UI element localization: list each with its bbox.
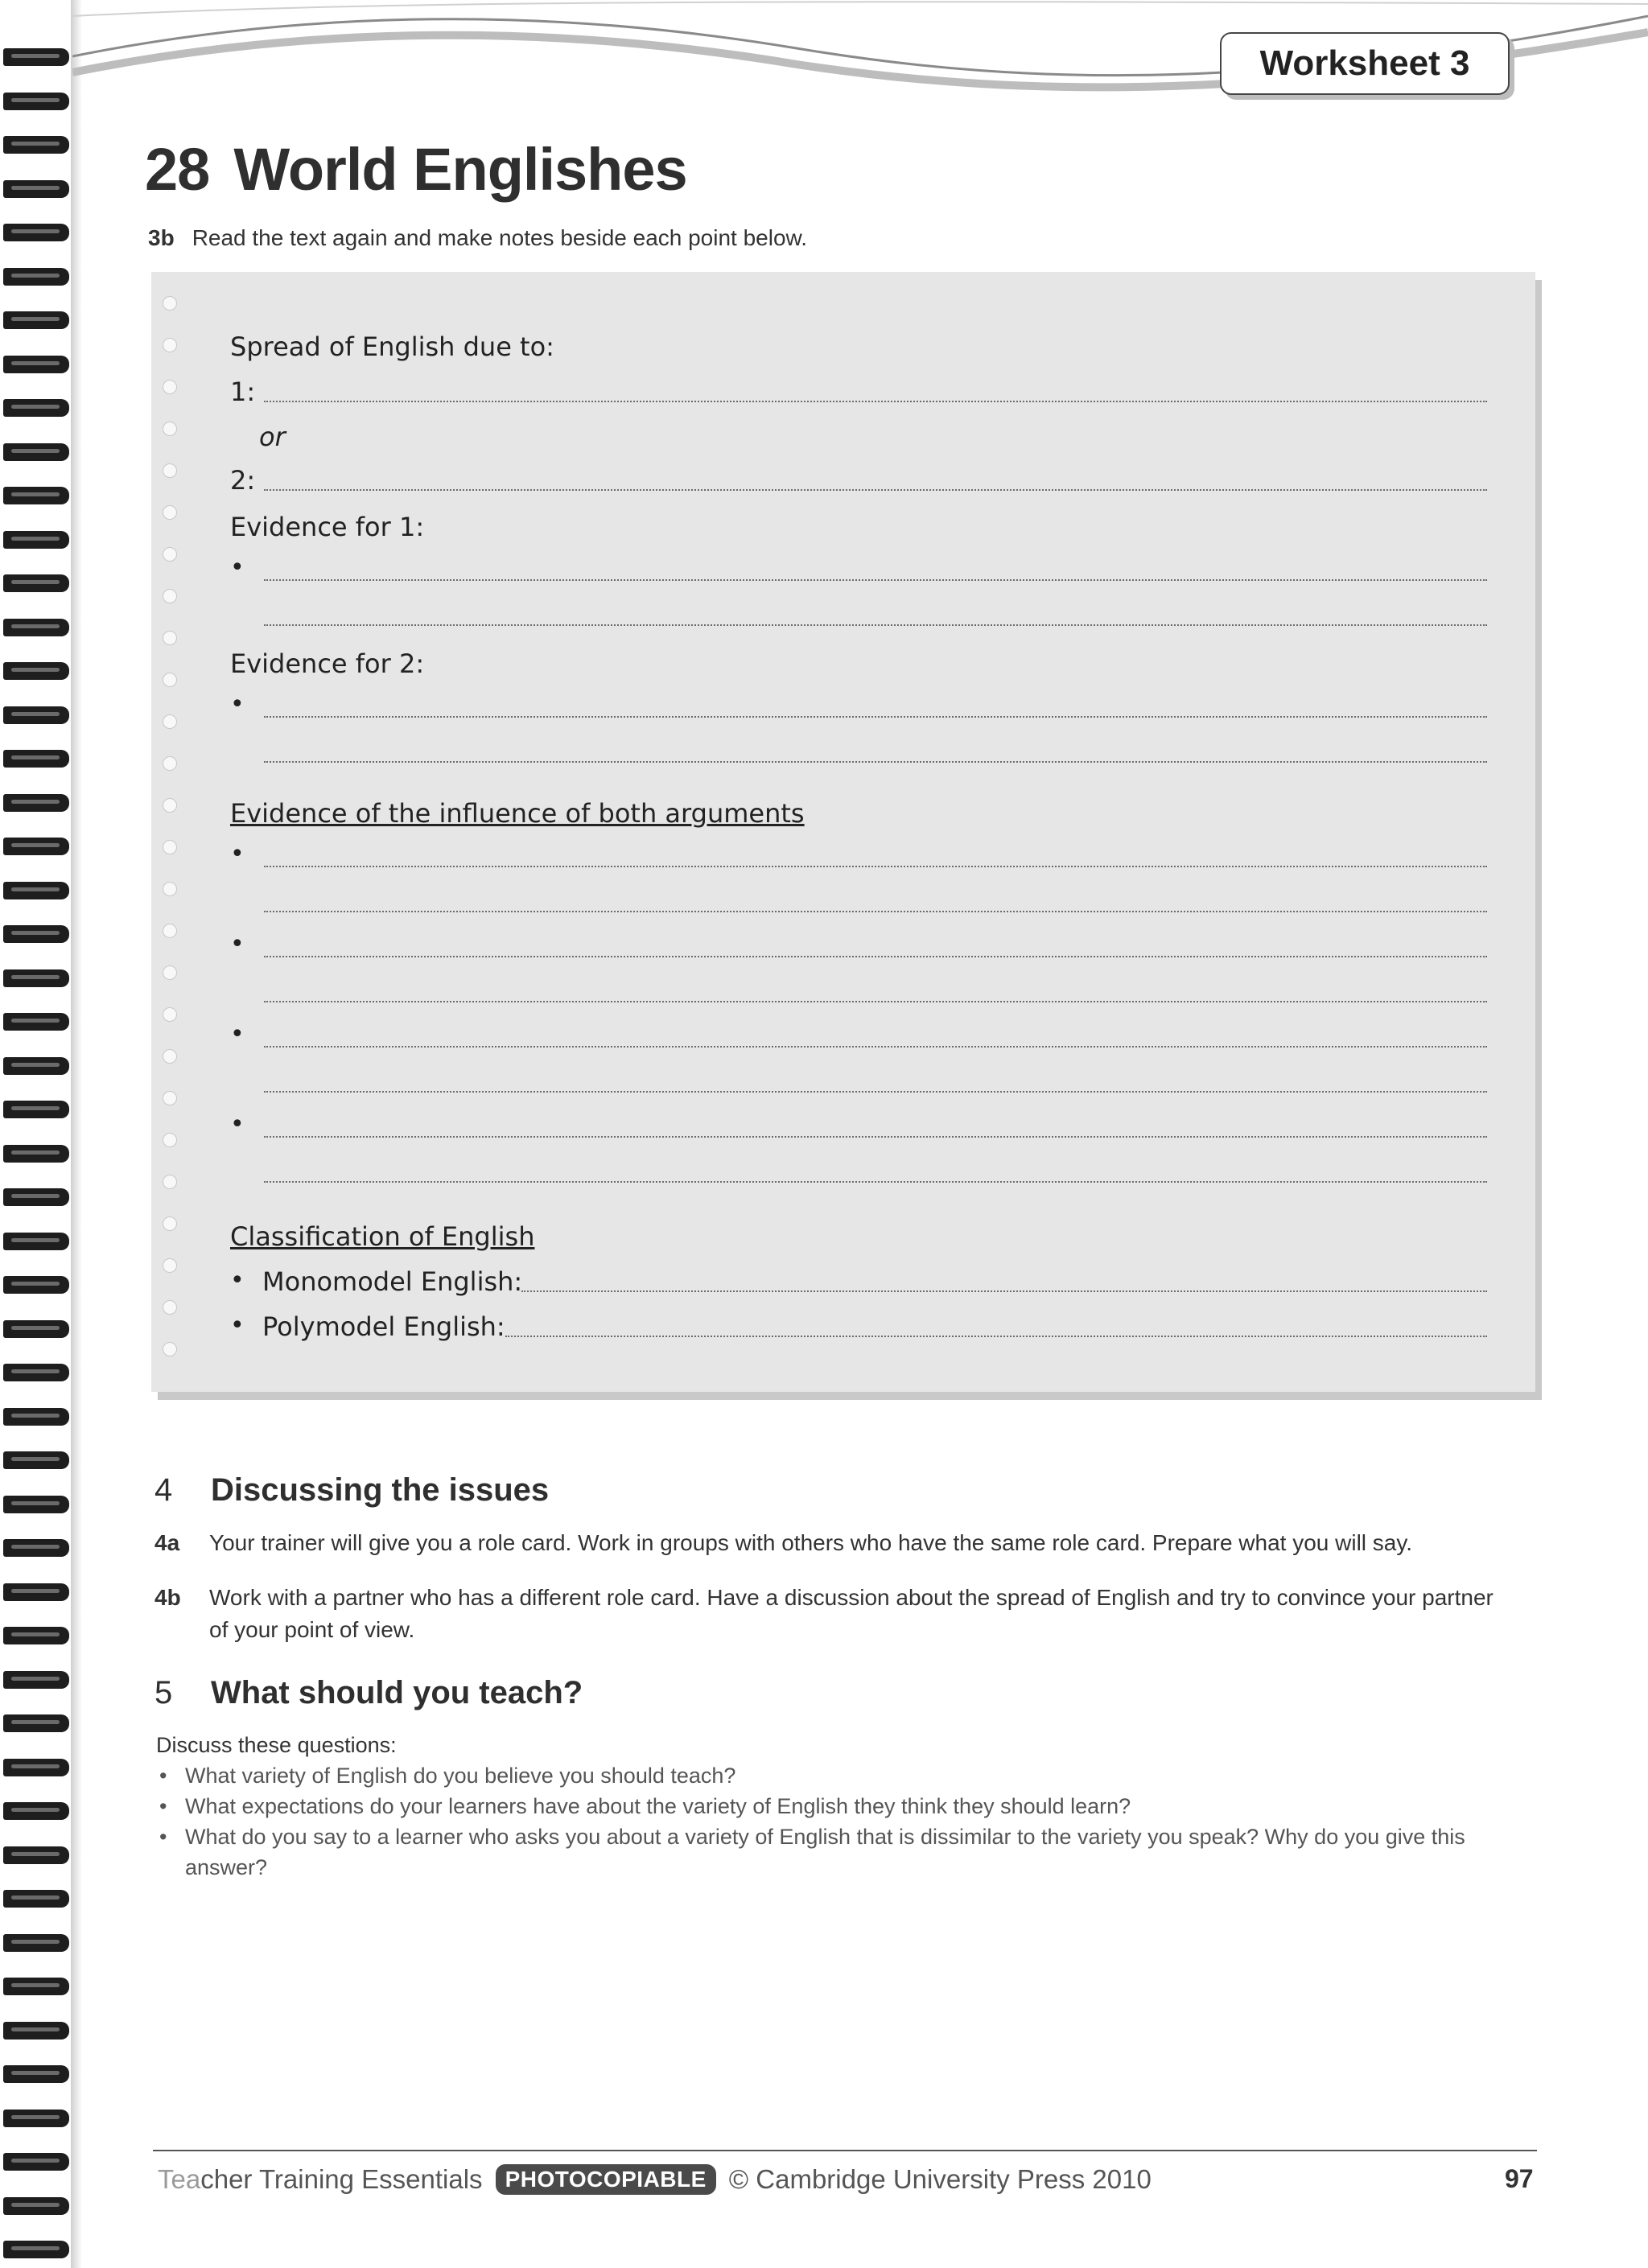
punch-hole: [163, 1007, 177, 1022]
punch-hole: [163, 631, 177, 645]
binding-shadow: [71, 0, 82, 2268]
question-item: • What expectations do your learners have about the variety of English they think they should learn?: [156, 1791, 1492, 1821]
evidence-1-line-1[interactable]: [264, 579, 1487, 581]
binding-ring: [3, 1101, 69, 1118]
binding-ring: [3, 838, 69, 855]
punch-hole: [163, 1049, 177, 1064]
task-4a-label: 4a: [154, 1530, 180, 1555]
question-item: • What do you say to a learner who asks you about a variety of English that is dissimilar to the variety you speak? Why do you give this answer?: [156, 1821, 1492, 1883]
binding-ring: [3, 969, 69, 987]
section-4-title: Discussing the issues: [211, 1472, 550, 1508]
evidence-2-heading: Evidence for 2:: [230, 648, 425, 679]
task-4b: [154, 1582, 1506, 1646]
punch-hole: [163, 547, 177, 562]
poly-answer-line[interactable]: [505, 1336, 1487, 1337]
binding-ring: [3, 1276, 69, 1294]
punch-hole: [163, 589, 177, 603]
binding-ring: [3, 794, 69, 812]
both-bullet-3: •: [230, 1020, 245, 1048]
both-line-4[interactable]: [264, 1001, 1487, 1002]
task-3b-text: Read the text again and make notes beside each point below.: [192, 225, 807, 250]
footer-rule: [153, 2150, 1537, 2151]
punch-hole: [163, 296, 177, 311]
binding-ring: [3, 1671, 69, 1689]
task-4a: [154, 1527, 1506, 1559]
binding-ring: [3, 2241, 69, 2258]
task-4b-text: Work with a partner who has a different role card. Have a discussion about the spread of English and try to convince your partner of your point of view.: [209, 1585, 1494, 1642]
punch-hole: [163, 756, 177, 771]
classification-heading: Classification of English: [230, 1221, 535, 1252]
task-4a-text: Your trainer will give you a role card. Work in groups with others who have the same role card. Prepare what you will say.: [209, 1530, 1413, 1555]
or-label: or: [259, 422, 286, 452]
task-3b-instruction: [148, 225, 807, 251]
section-4-number: 4: [154, 1472, 173, 1508]
punch-hole: [163, 505, 177, 520]
punch-hole: [163, 1175, 177, 1189]
section-5-title: What should you teach?: [211, 1675, 583, 1710]
both-line-2[interactable]: [264, 911, 1487, 912]
binding-ring: [3, 1978, 69, 1995]
both-line-3[interactable]: [264, 956, 1487, 957]
evidence-1-heading: Evidence for 1:: [230, 512, 425, 542]
binding-ring: [3, 311, 69, 329]
binding-ring: [3, 136, 69, 154]
both-line-5[interactable]: [264, 1046, 1487, 1048]
footer-series-part2: cher Training Essentials: [200, 2164, 483, 2194]
both-line-7[interactable]: [264, 1136, 1487, 1138]
evidence-2-line-1[interactable]: [264, 716, 1487, 718]
punch-hole: [163, 1216, 177, 1231]
binding-ring: [3, 224, 69, 241]
section-4-heading: [154, 1472, 549, 1509]
binding-ring: [3, 925, 69, 943]
binding-ring: [3, 1320, 69, 1338]
footer-copyright: © Cambridge University Press 2010: [728, 2164, 1152, 2194]
punch-hole: [163, 422, 177, 436]
binding-ring: [3, 1583, 69, 1601]
binding-ring: [3, 1934, 69, 1952]
binding-ring: [3, 2197, 69, 2215]
punch-hole: [163, 338, 177, 352]
binding-ring: [3, 706, 69, 724]
binding-ring: [3, 882, 69, 899]
punch-hole: [163, 1342, 177, 1356]
worksheet-tab: [1220, 32, 1510, 95]
footer-series-part1: Tea: [158, 2164, 201, 2194]
binding-ring: [3, 1013, 69, 1031]
binding-ring: [3, 399, 69, 417]
unit-number: 28: [145, 136, 210, 203]
binding-ring: [3, 1802, 69, 1820]
both-line-8[interactable]: [264, 1181, 1487, 1183]
point-2-label: 2:: [230, 465, 256, 496]
punch-hole: [163, 714, 177, 729]
binding-ring: [3, 2022, 69, 2040]
binding-ring: [3, 619, 69, 636]
task-4b-label: 4b: [154, 1585, 181, 1610]
punch-hole: [163, 882, 177, 896]
unit-title: World Englishes: [233, 136, 687, 203]
point-1-label: 1:: [230, 377, 256, 407]
binding-ring: [3, 1846, 69, 1864]
evidence-2-line-2[interactable]: [264, 761, 1487, 763]
binding-ring: [3, 2065, 69, 2083]
binding-ring: [3, 1233, 69, 1250]
both-bullet-4: •: [230, 1110, 245, 1138]
punch-hole: [163, 1300, 177, 1315]
page-number: 97: [1505, 2164, 1534, 2193]
binding-ring: [3, 1188, 69, 1206]
both-bullet-2: •: [230, 930, 245, 958]
binding-ring: [3, 1759, 69, 1776]
punch-hole: [163, 924, 177, 938]
binding-ring: [3, 1364, 69, 1381]
evidence-1-line-2[interactable]: [264, 624, 1487, 626]
evidence-1-bullet: •: [230, 554, 245, 582]
task-3b-label: 3b: [148, 225, 175, 250]
question-intro: Discuss these questions:: [156, 1733, 397, 1757]
punch-hole: [163, 798, 177, 813]
binding-ring: [3, 2153, 69, 2171]
footer: [158, 2164, 1152, 2195]
binding-ring: [3, 2110, 69, 2127]
binding-ring: [3, 268, 69, 286]
both-line-6[interactable]: [264, 1091, 1487, 1093]
point-1-answer-line[interactable]: [264, 401, 1487, 402]
mono-label: Monomodel English:: [262, 1266, 523, 1297]
mono-bullet: •: [230, 1266, 245, 1295]
binding-ring: [3, 443, 69, 461]
binding-ring: [3, 1451, 69, 1469]
photocopiable-badge: PHOTOCOPIABLE: [496, 2164, 716, 2195]
worksheet-tab-label: Worksheet 3: [1259, 43, 1470, 83]
point-2-answer-line[interactable]: [264, 489, 1487, 491]
notes-card: [151, 272, 1535, 1392]
binding-ring: [3, 356, 69, 373]
binding-ring: [3, 750, 69, 768]
binding-ring: [3, 662, 69, 680]
binding-ring: [3, 1057, 69, 1075]
binding-ring: [3, 1496, 69, 1513]
question-item: • What variety of English do you believe you should teach?: [156, 1760, 1492, 1791]
section-5-heading: [154, 1675, 583, 1711]
binding-ring: [3, 1627, 69, 1644]
punch-hole: [163, 1258, 177, 1273]
both-line-1[interactable]: [264, 866, 1487, 867]
punch-hole: [163, 1091, 177, 1105]
spiral-binding: [0, 0, 72, 2268]
punch-hole: [163, 965, 177, 980]
binding-ring: [3, 180, 69, 198]
binding-ring: [3, 1539, 69, 1557]
poly-bullet: •: [230, 1311, 245, 1340]
spread-heading: Spread of English due to:: [230, 331, 554, 362]
binding-ring: [3, 574, 69, 592]
both-arguments-heading: Evidence of the influence of both arguments: [230, 798, 805, 829]
binding-ring: [3, 531, 69, 549]
page-title: [145, 135, 687, 204]
question-list: [156, 1730, 1492, 1883]
binding-ring: [3, 487, 69, 504]
evidence-2-bullet: •: [230, 690, 245, 718]
punch-hole: [163, 673, 177, 687]
section-5-number: 5: [154, 1675, 173, 1710]
punch-hole: [163, 463, 177, 478]
binding-ring: [3, 1145, 69, 1163]
binding-ring: [3, 1714, 69, 1732]
binding-ring: [3, 48, 69, 66]
mono-answer-line[interactable]: [521, 1290, 1487, 1292]
both-bullet-1: •: [230, 840, 245, 868]
punch-hole: [163, 380, 177, 394]
punch-hole: [163, 840, 177, 854]
binding-ring: [3, 1408, 69, 1426]
poly-label: Polymodel English:: [262, 1311, 505, 1342]
punch-hole: [163, 1133, 177, 1147]
binding-ring: [3, 1890, 69, 1908]
binding-ring: [3, 93, 69, 110]
